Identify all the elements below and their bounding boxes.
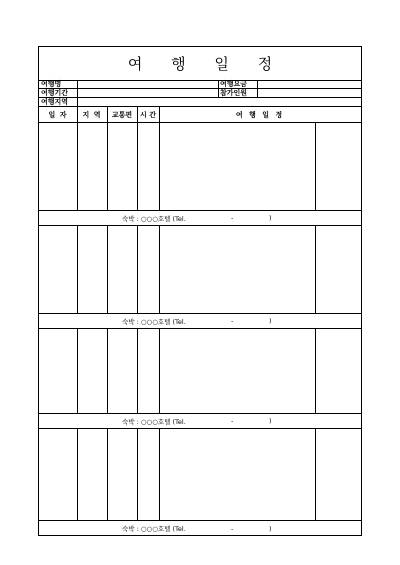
col-header-schedule: 여 행 일 정 [235,110,285,119]
day-2-close-paren: ) [269,317,272,325]
day-2-grid[interactable] [39,226,361,314]
trip-name-label: 여행명 [41,80,62,88]
day-1-close-paren: ) [269,214,272,222]
day-2-tel-sep: - [231,317,234,325]
day-2-lodging-text: 숙박 : ○○○호텔 (Tel. [122,317,186,326]
trip-fee-field[interactable] [257,80,361,88]
participants-label: 참가인원 [220,89,248,97]
day-3-lodging-text: 숙박 : ○○○호텔 (Tel. [122,417,186,426]
page-title: 여 행 일 정 [127,55,285,73]
info-row-trip-region [39,98,361,107]
day-3-lodging-row [39,414,361,429]
participants-field[interactable] [257,89,361,97]
day-4-lodging-row [39,521,361,536]
day-4-tel-sep: - [231,524,234,533]
day-1-lodging-text: 숙박 : ○○○호텔 (Tel. [122,214,186,223]
trip-name-field[interactable] [77,80,218,88]
day-3-grid[interactable] [39,329,361,414]
day-4-lodging-text: 숙박 : ○○○호텔 (Tel. [122,525,186,533]
day-3-close-paren: ) [269,417,272,425]
day-1-grid[interactable] [39,123,361,211]
day-4-grid[interactable] [39,429,361,521]
day-block-2 [39,226,361,329]
day-2-lodging-row [39,314,361,329]
day-1-lodging-row [39,211,361,226]
day-block-1 [39,123,361,226]
column-header-row [39,107,361,123]
info-row-trip-name [39,80,361,89]
trip-region-label: 여행지역 [41,98,69,106]
day-3-tel-sep: - [231,417,234,425]
trip-region-field[interactable] [77,98,361,106]
col-header-time: 시 간 [140,110,156,119]
col-header-region: 지 역 [82,110,102,119]
col-header-transport: 교통편 [111,110,133,119]
day-1-tel-sep: - [231,214,234,222]
info-row-trip-period [39,89,361,98]
col-header-date: 일 자 [48,110,68,119]
trip-period-label: 여행기간 [41,89,69,97]
itinerary-form [38,46,362,536]
day-block-4 [39,429,361,535]
day-block-3 [39,329,361,429]
title-box [39,47,361,81]
day-4-close-paren: ) [269,524,272,533]
trip-period-field[interactable] [77,89,218,97]
trip-fee-label: 여행요금 [220,80,248,88]
